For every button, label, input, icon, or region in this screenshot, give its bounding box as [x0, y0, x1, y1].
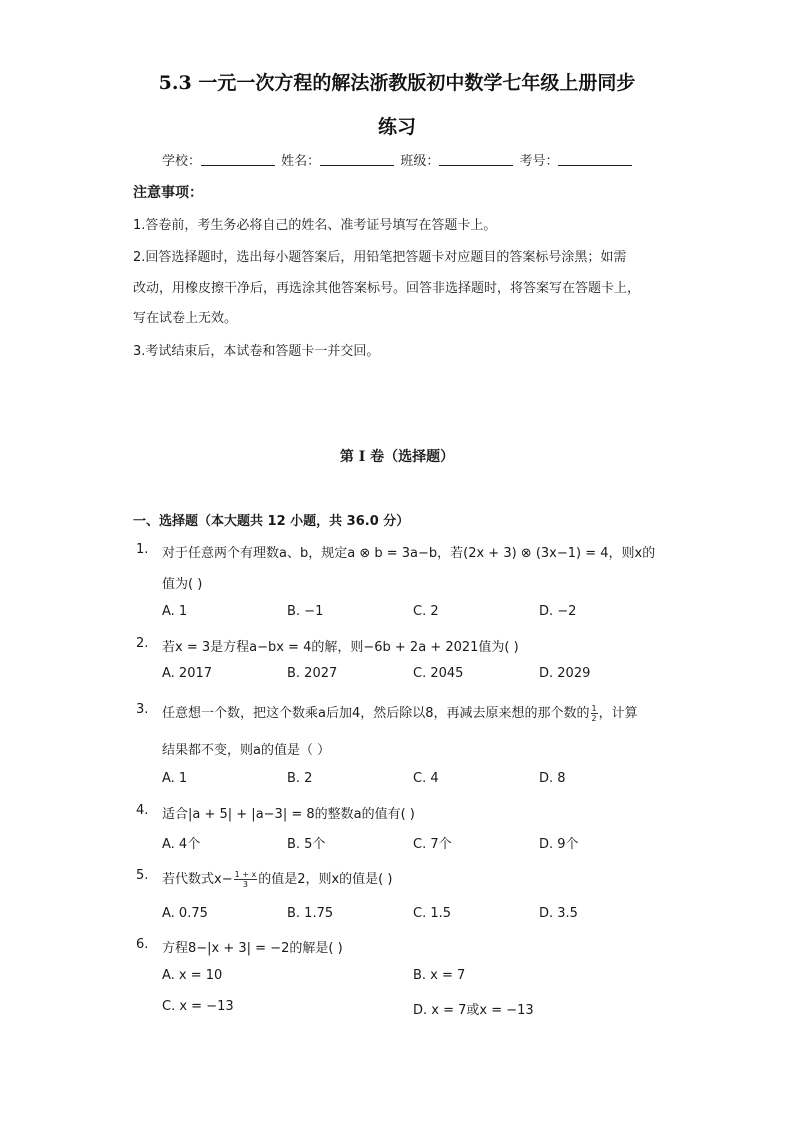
name-label: 姓名：: [281, 154, 321, 169]
option-d[interactable]: D. 3.5: [539, 906, 578, 921]
option-c[interactable]: C. x = −13: [162, 999, 234, 1014]
option-b[interactable]: B. 2: [287, 771, 313, 786]
question-text: 方程8−|x + 3| = −2的解是( ): [162, 941, 343, 956]
question-text: 对于任意两个有理数a、b，规定a ⊗ b = 3a−b，若(2x + 3) ⊗ (3x−1) = 4，则x的: [162, 546, 656, 561]
question-text: [162, 868, 392, 889]
option-c[interactable]: C. 7个: [413, 837, 452, 852]
option-c[interactable]: C. 2045: [413, 666, 464, 681]
school-label: 学校：: [162, 154, 202, 169]
option-d[interactable]: D. x = 7或x = −13: [413, 1003, 534, 1018]
question-number: 1.: [136, 542, 149, 557]
fraction: [234, 870, 258, 889]
option-b[interactable]: B. −1: [287, 604, 324, 619]
fraction-denominator: 3: [242, 880, 248, 889]
question-text: 若x = 3是方程a−bx = 4的解，则−6b + 2a + 2021值为( ): [162, 640, 519, 655]
question-text-part: 的值是2，则x的值是( ): [258, 872, 393, 887]
question-text-cont: 值为( ): [162, 577, 203, 592]
option-d[interactable]: D. 2029: [539, 666, 591, 681]
option-d[interactable]: D. 9个: [539, 837, 579, 852]
fraction: [591, 704, 598, 723]
option-c[interactable]: C. 2: [413, 604, 439, 619]
option-c[interactable]: C. 1.5: [413, 906, 452, 921]
exam-number-label: 考号：: [519, 154, 559, 169]
question-text-cont: 结果都不变，则a的值是（ ）: [162, 743, 331, 758]
option-b[interactable]: B. x = 7: [413, 968, 466, 983]
question-number: 5.: [136, 868, 149, 883]
option-a[interactable]: A. 1: [162, 771, 188, 786]
question-text-part: ，计算: [598, 706, 638, 721]
option-a[interactable]: A. 4个: [162, 837, 201, 852]
question-text-part: 若代数式x−: [162, 872, 233, 887]
notice-title: 注意事项：: [133, 185, 203, 201]
school-blank[interactable]: [201, 153, 275, 166]
option-a[interactable]: A. 0.75: [162, 906, 208, 921]
option-c[interactable]: C. 4: [413, 771, 439, 786]
option-b[interactable]: B. 2027: [287, 666, 338, 681]
fraction-numerator: 1: [591, 704, 597, 713]
option-a[interactable]: A. 2017: [162, 666, 213, 681]
option-a[interactable]: A. 1: [162, 604, 188, 619]
notice-line: 改动，用橡皮擦干净后，再选涂其他答案标号。回答非选择题时，将答案写在答题卡上，: [133, 281, 641, 296]
question-number: 6.: [136, 937, 149, 952]
question-number: 4.: [136, 803, 149, 818]
option-d[interactable]: D. 8: [539, 771, 566, 786]
question-text-part: 任意想一个数，把这个数乘a后加4，然后除以8，再减去原来想的那个数的: [162, 706, 590, 721]
section-title: 第 I 卷（选择题）: [339, 449, 455, 465]
student-info-row: [162, 150, 634, 169]
notice-line: 3.考试结束后，本试卷和答题卡一并交回。: [133, 344, 380, 359]
notice-line: 2.回答选择题时，选出每小题答案后，用铅笔把答题卡对应题目的答案标号涂黑；如需: [133, 250, 627, 265]
fraction-denominator: 2: [591, 714, 597, 723]
notice-line: 1.答卷前，考生务必将自己的姓名、准考证号填写在答题卡上。: [133, 218, 497, 233]
fraction-numerator: 1 + x: [234, 870, 257, 879]
part-title: 一、选择题（本大题共 12 小题，共 36.0 分）: [133, 514, 410, 529]
option-b[interactable]: B. 1.75: [287, 906, 334, 921]
question-number: 2.: [136, 636, 149, 651]
option-a[interactable]: A. x = 10: [162, 968, 223, 983]
question-number: 3.: [136, 702, 149, 717]
option-d[interactable]: D. −2: [539, 604, 577, 619]
option-b[interactable]: B. 5个: [287, 837, 326, 852]
page-title-line2: 练习: [377, 116, 416, 138]
question-text: 适合|a + 5| + |a−3| = 8的整数a的值有( ): [162, 807, 415, 822]
exam-number-blank[interactable]: [558, 153, 632, 166]
question-text: [162, 702, 638, 723]
class-blank[interactable]: [439, 153, 513, 166]
class-label: 班级：: [400, 154, 440, 169]
notice-line: 写在试卷上无效。: [133, 311, 238, 326]
page-title: 5.3 一元一次方程的解法浙教版初中数学七年级上册同步: [158, 72, 636, 94]
name-blank[interactable]: [320, 153, 394, 166]
